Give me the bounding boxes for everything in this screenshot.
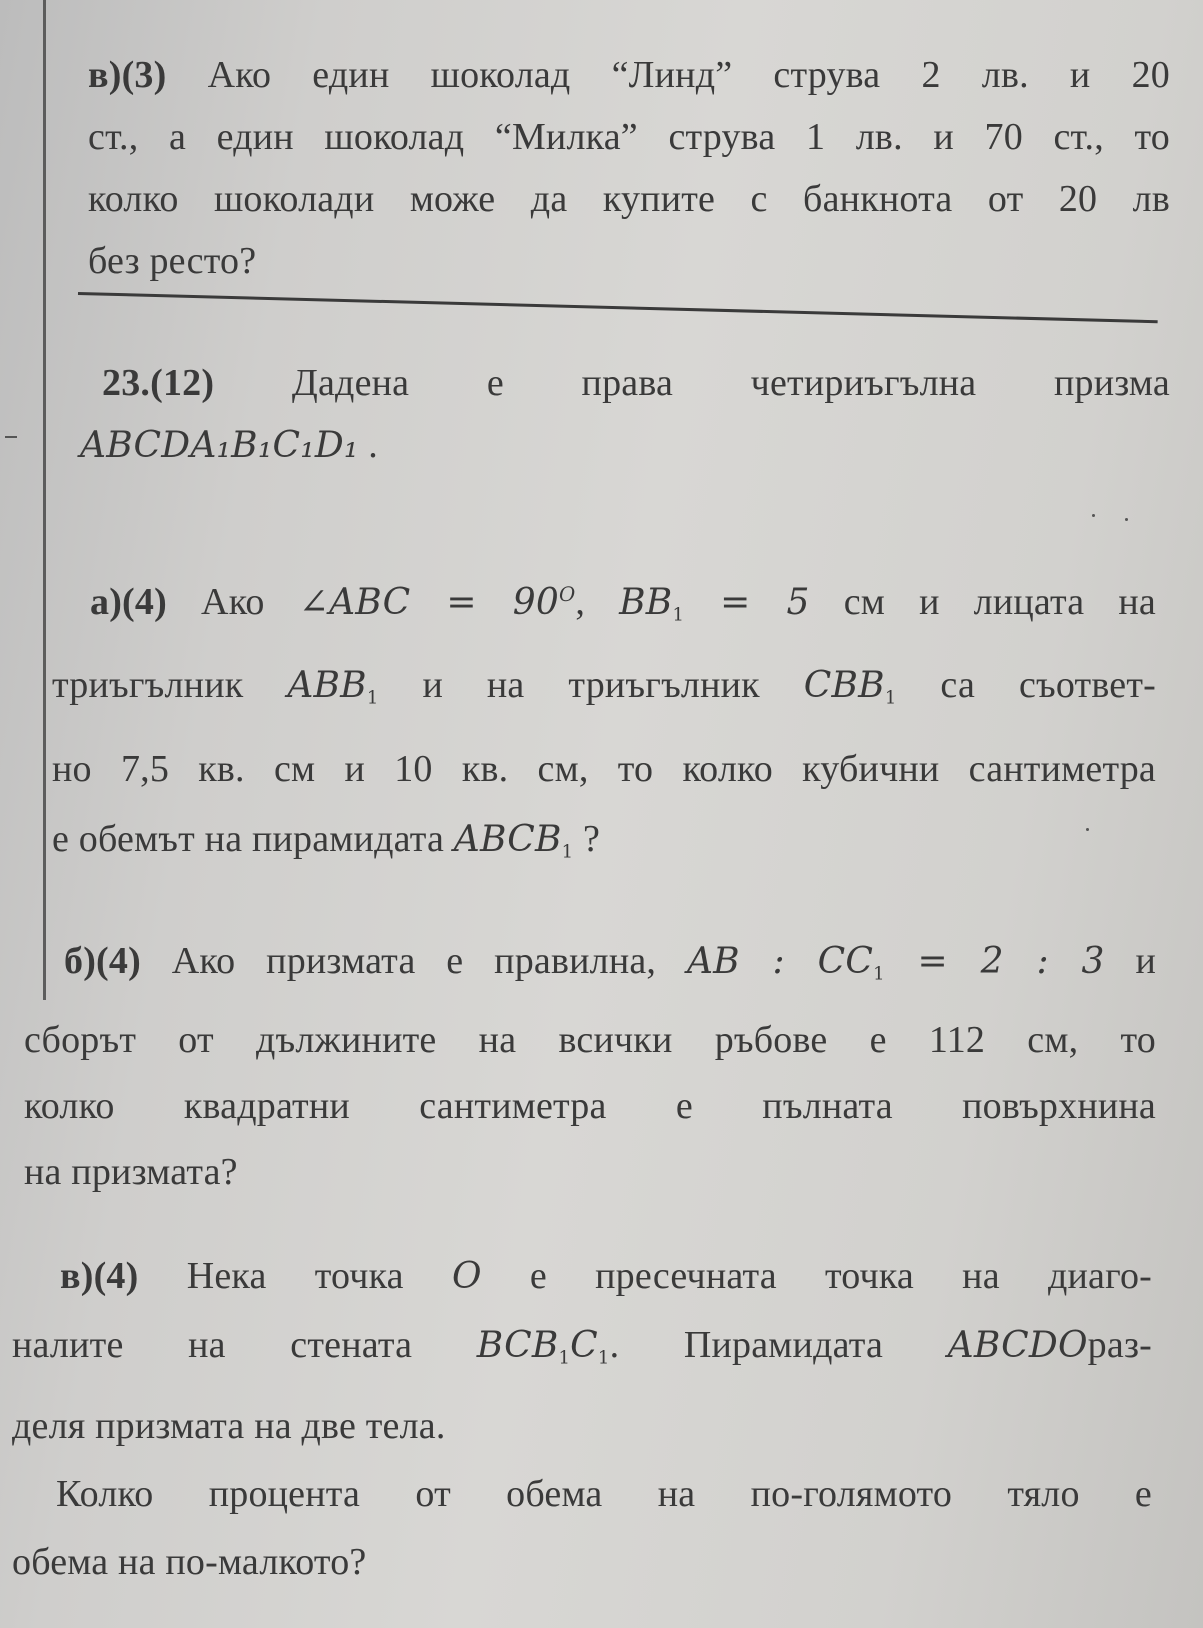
paper-speck xyxy=(1125,518,1128,521)
edge-sub: 1 xyxy=(672,604,685,626)
pyr-text: ABCB xyxy=(453,818,562,860)
comma: , xyxy=(575,581,586,623)
part-a-volume-text: е обемът на пирамидата xyxy=(52,817,445,860)
part-b-label: б)(4) xyxy=(64,940,141,982)
margin-line xyxy=(43,0,46,1000)
degree-mark: O xyxy=(558,583,576,606)
tri1-text: ABB xyxy=(287,665,367,707)
part-a-and-triangle: и на триъгълник xyxy=(422,664,760,707)
tri2-sub: 1 xyxy=(884,687,897,709)
part-b-line-2: сборът от дължините на всички ръбове е 112 см, то xyxy=(24,1019,1156,1062)
margin-tick xyxy=(5,436,17,438)
part-c-let-point: Нека точка xyxy=(186,1255,404,1297)
part-c-divides: раз- xyxy=(1087,1324,1153,1366)
section-divider xyxy=(78,292,1158,323)
edge-bb1 xyxy=(619,582,810,626)
part-c-pyramid-word: . Пирамидата xyxy=(609,1324,884,1366)
part-a xyxy=(52,560,1156,887)
part-b-and: и xyxy=(1135,940,1157,982)
p23-line-1 xyxy=(80,352,1170,414)
ratio-value: = 2 : 3 xyxy=(917,941,1105,982)
face-sub-1: 1 xyxy=(558,1347,571,1369)
part-b-regular: Ако призмата е правилна, xyxy=(171,940,657,982)
angle-abc xyxy=(299,582,576,623)
problem-23-intro xyxy=(80,352,1170,477)
part-c xyxy=(12,1242,1152,1596)
face-text: BCB xyxy=(476,1325,559,1366)
part-c-line-3: деля призмата на две тела. xyxy=(12,1405,446,1448)
angle-text: ∠ABC = 90 xyxy=(298,582,559,623)
p23-intro-text: Дадена е права четириъгълна призма xyxy=(291,362,1170,404)
prev-line-3: колко шоколади може да купите с банкнота от 20 лв xyxy=(88,178,1170,220)
part-c-line-2 xyxy=(12,1311,1152,1392)
paper-speck xyxy=(1092,514,1095,517)
paper-speck xyxy=(1086,828,1089,831)
pyr-sub: 1 xyxy=(561,840,574,862)
part-c-line-5: обема на по-малкото? xyxy=(12,1541,367,1584)
prism-name: ABCDA₁B₁C₁D₁ xyxy=(80,425,359,466)
part-a-question: ? xyxy=(583,817,601,860)
tri2-text: CBB xyxy=(803,665,885,707)
triangle-abb1 xyxy=(287,665,379,709)
edge-value: = 5 xyxy=(720,582,810,623)
part-a-triangle-word: триъгълник xyxy=(52,664,244,707)
prev-line-1 xyxy=(88,44,1170,106)
part-a-respectively: са съответ- xyxy=(940,664,1157,707)
triangle-cbb1 xyxy=(803,665,897,709)
part-c-line-1 xyxy=(12,1242,1152,1311)
prev-part-label: в)(3) xyxy=(88,54,167,96)
prism-period: . xyxy=(368,424,378,466)
pyramid-abcdo: ABCDO xyxy=(947,1325,1088,1366)
part-a-line-4 xyxy=(52,804,1156,887)
pyramid-abcb1 xyxy=(454,819,574,860)
part-a-if: Ако xyxy=(201,581,265,623)
tri1-sub: 1 xyxy=(366,687,379,709)
prev-line-1-text: Ако един шоколад “Линд” струва 2 лв. и 20 xyxy=(207,54,1170,96)
face-bcb1c1 xyxy=(476,1325,610,1369)
point-o: O xyxy=(451,1256,482,1297)
ratio-ab-cc1 xyxy=(686,941,1105,985)
part-c-intersection: е пресечната точка на диаго- xyxy=(529,1255,1152,1297)
face-sub-2: 1 xyxy=(597,1347,610,1369)
part-a-line1-rest: см и лицата на xyxy=(843,581,1156,623)
part-b xyxy=(24,928,1156,1205)
part-a-line-2 xyxy=(52,650,1156,733)
part-b-line-4: на призмата? xyxy=(24,1151,238,1194)
part-b-line-1 xyxy=(24,928,1156,1007)
part-a-label: а)(4) xyxy=(90,581,167,623)
p23-label: 23.(12) xyxy=(102,362,215,404)
edge-text: BB xyxy=(619,582,673,623)
part-c-line-4: Колко процента от обема на по-голямото тяло е xyxy=(56,1473,1152,1516)
prev-line-4: без ресто? xyxy=(88,240,257,282)
prev-part xyxy=(88,44,1170,292)
part-a-line-1 xyxy=(52,560,1156,650)
p23-line-2 xyxy=(80,414,1170,477)
face-text-2: C xyxy=(570,1325,598,1366)
part-a-line-3: но 7,5 кв. см и 10 кв. см, то колко кубични сантиметра xyxy=(52,747,1156,790)
part-c-face-text: налите на стената xyxy=(12,1324,413,1366)
part-b-line-3: колко квадратни сантиметра е пълната повърхнина xyxy=(24,1085,1156,1128)
prev-line-2: ст., а един шоколад “Милка” струва 1 лв. и 70 ст., то xyxy=(88,116,1170,158)
part-c-label: в)(4) xyxy=(60,1255,139,1297)
ratio-text: AB : CC xyxy=(686,941,874,982)
ratio-sub: 1 xyxy=(873,963,885,985)
